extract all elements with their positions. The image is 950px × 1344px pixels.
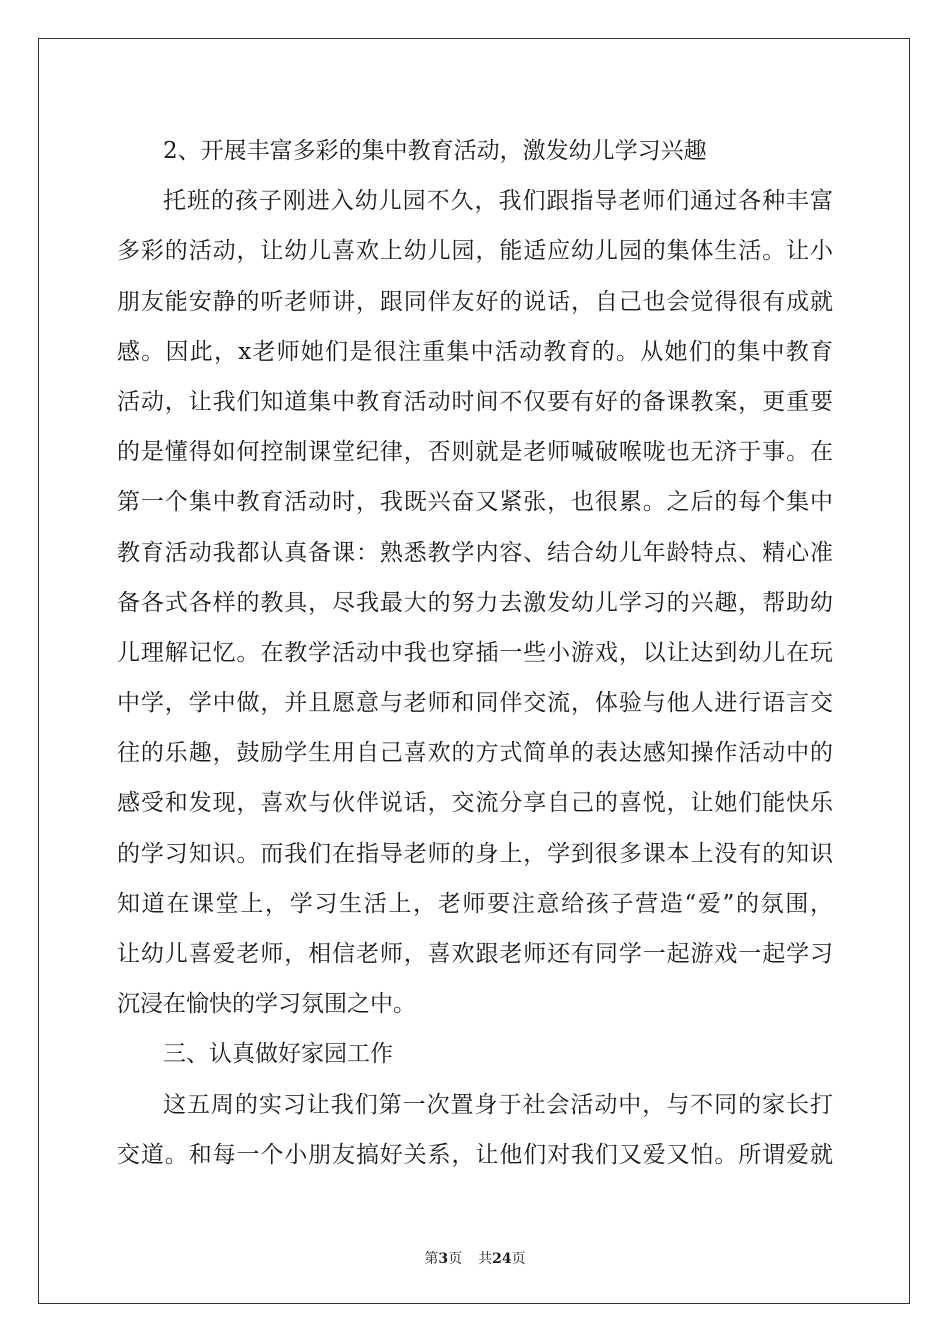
text-line: 教育活动我都认真备课：熟悉教学内容、结合幼儿年龄特点、精心准	[117, 539, 833, 566]
text-line: 朋友能安静的听老师讲，跟同伴友好的说话，自己也会觉得很有成就	[117, 288, 833, 315]
text-line: 备各式各样的教具，尽我最大的努力去激发幼儿学习的兴趣，帮助幼	[117, 589, 833, 616]
text-line: 三、认真做好家园工作	[163, 1041, 393, 1068]
text-line: 活动，让我们知道集中教育活动时间不仅要有好的备课教案，更重要	[117, 388, 833, 415]
footer-total-prefix: 共	[478, 1251, 493, 1267]
text-line: 第一个集中教育活动时，我既兴奋又紧张，也很累。之后的每个集中	[117, 489, 833, 516]
text-line: 中学，学中做，并且愿意与老师和同伴交流，体验与他人进行语言交	[117, 690, 833, 717]
footer-total-pages: 24	[492, 1251, 512, 1267]
text-line: 托班的孩子刚进入幼儿园不久，我们跟指导老师们通过各种丰富	[163, 188, 833, 215]
text-line: 多彩的活动，让幼儿喜欢上幼儿园，能适应幼儿园的集体生活。让小	[117, 238, 833, 265]
text-line: 知道在课堂上，学习生活上，老师要注意给孩子营造“爱”的氛围，	[117, 890, 833, 917]
text-line: 的是懂得如何控制课堂纪律，否则就是老师喊破喉咙也无济于事。在	[117, 439, 833, 466]
page-footer	[0, 1248, 950, 1268]
text-line: 感。因此，x老师她们是很注重集中活动教育的。从她们的集中教育	[117, 338, 833, 365]
footer-total-suffix: 页	[511, 1251, 526, 1267]
text-line: 儿理解记忆。在教学活动中我也穿插一些小游戏，以让达到幼儿在玩	[117, 639, 833, 666]
text-line: 往的乐趣，鼓励学生用自己喜欢的方式简单的表达感知操作活动中的	[117, 740, 833, 767]
text-line: 的学习知识。而我们在指导老师的身上，学到很多课本上没有的知识	[117, 840, 833, 867]
text-line: 2、开展丰富多彩的集中教育活动，激发幼儿学习兴趣	[163, 138, 707, 164]
text-line: 感受和发现，喜欢与伙伴说话，交流分享自己的喜悦，让她们能快乐	[117, 790, 833, 817]
text-line: 这五周的实习让我们第一次置身于社会活动中，与不同的家长打	[163, 1091, 833, 1118]
text-line: 沉浸在愉快的学习氛围之中。	[117, 991, 416, 1018]
text-line: 交道。和每一个小朋友搞好关系，让他们对我们又爱又怕。所谓爱就	[117, 1141, 833, 1168]
document-body	[117, 126, 833, 1180]
footer-page-suffix: 页	[448, 1251, 463, 1267]
footer-page-number: 3	[438, 1251, 449, 1267]
text-line: 让幼儿喜爱老师，相信老师，喜欢跟老师还有同学一起游戏一起学习	[117, 941, 833, 967]
footer-page-prefix: 第	[424, 1251, 439, 1267]
